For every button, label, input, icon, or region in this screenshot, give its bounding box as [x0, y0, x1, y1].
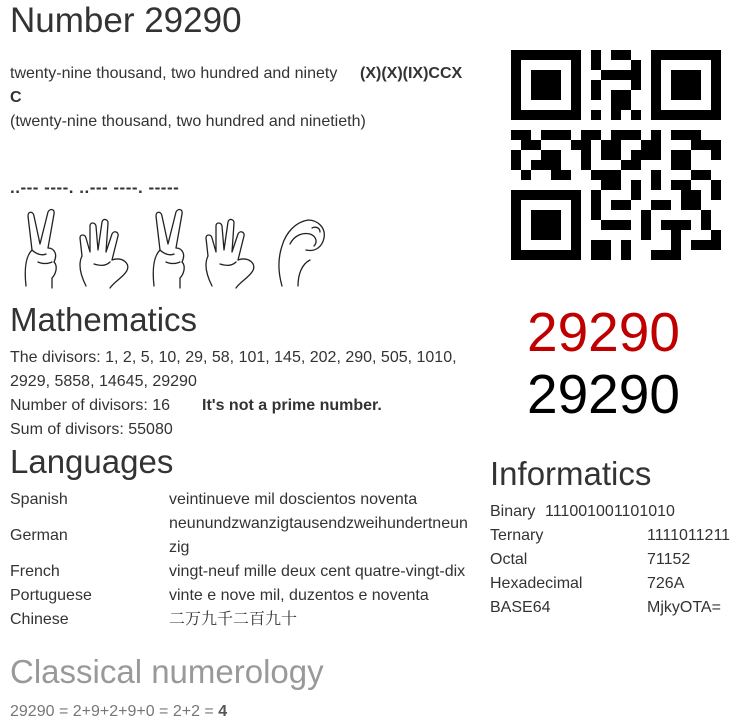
roman-numeral-continued: C — [10, 89, 22, 106]
info-label: Ternary — [490, 527, 544, 544]
morse-code: ..--- ----. ..--- ----. ----- — [10, 178, 180, 197]
roman-numeral: (X)(X)(IX)CCX — [360, 65, 463, 82]
language-name: Portuguese — [10, 587, 92, 604]
qr-code-icon — [511, 50, 721, 260]
language-row — [10, 512, 469, 560]
language-text: 二万九千二百九十 — [169, 611, 298, 628]
hand-two-icon — [153, 210, 184, 288]
hand-two-icon — [25, 210, 56, 288]
info-label: Octal — [490, 551, 528, 568]
divisor-sum: Sum of divisors: 55080 — [10, 421, 173, 438]
language-name: Spanish — [10, 491, 68, 508]
informatics-heading: Informatics — [490, 455, 652, 492]
numerology-formula — [10, 700, 227, 724]
info-value: 1111011211 — [647, 527, 731, 544]
divisors-list: The divisors: 1, 2, 5, 10, 29, 58, 101, 145, 202, 290, 505, 1010, 2929, 5858, 14645, 29290 — [10, 349, 457, 390]
binary-value: 111001001101010 — [545, 503, 675, 520]
number-display-red: 29290 — [527, 301, 680, 363]
page-title: Number 29290 — [10, 1, 242, 40]
hand-nine-icon — [206, 219, 254, 288]
divisor-count: Number of divisors: 16 — [10, 397, 171, 414]
ordinal-words: (twenty-nine thousand, two hundred and ninetieth) — [10, 113, 366, 130]
numerology-result: 4 — [218, 703, 228, 720]
language-text: neunundzwanzigtausendzweihundertneunzig — [169, 515, 468, 556]
language-text: veintinueve mil doscientos noventa — [169, 491, 418, 508]
language-text: vinte e nove mil, duzentos e noventa — [169, 587, 429, 604]
mathematics-heading: Mathematics — [10, 301, 198, 338]
languages-heading: Languages — [10, 443, 174, 480]
hand-nine-icon — [80, 219, 128, 288]
language-row — [10, 560, 469, 584]
language-name: German — [10, 527, 68, 544]
language-row — [10, 608, 469, 632]
language-row — [10, 584, 469, 608]
language-name: Chinese — [10, 611, 69, 628]
prime-status: It's not a prime number. — [202, 397, 382, 414]
language-row — [10, 488, 469, 512]
info-label: Hexadecimal — [490, 575, 583, 592]
info-value: MjkyOTA= — [647, 599, 721, 616]
numerology-heading: Classical numerology — [10, 653, 324, 690]
number-display-black: 29290 — [527, 363, 680, 425]
number-in-words: twenty-nine thousand, two hundred and ninety — [10, 65, 338, 82]
sign-language-hands-icon — [18, 208, 338, 292]
language-name: French — [10, 563, 60, 580]
numerology-sum: 29290 = 2+9+2+9+0 = 2+2 = — [10, 703, 219, 720]
info-value: 726A — [647, 575, 685, 592]
info-label: BASE64 — [490, 599, 551, 616]
languages-table — [10, 488, 469, 632]
language-text: vingt-neuf mille deux cent quatre-vingt-dix — [169, 563, 466, 580]
info-value: 71152 — [647, 551, 691, 568]
hand-zero-icon — [279, 220, 324, 286]
binary-label: Binary — [490, 503, 536, 520]
